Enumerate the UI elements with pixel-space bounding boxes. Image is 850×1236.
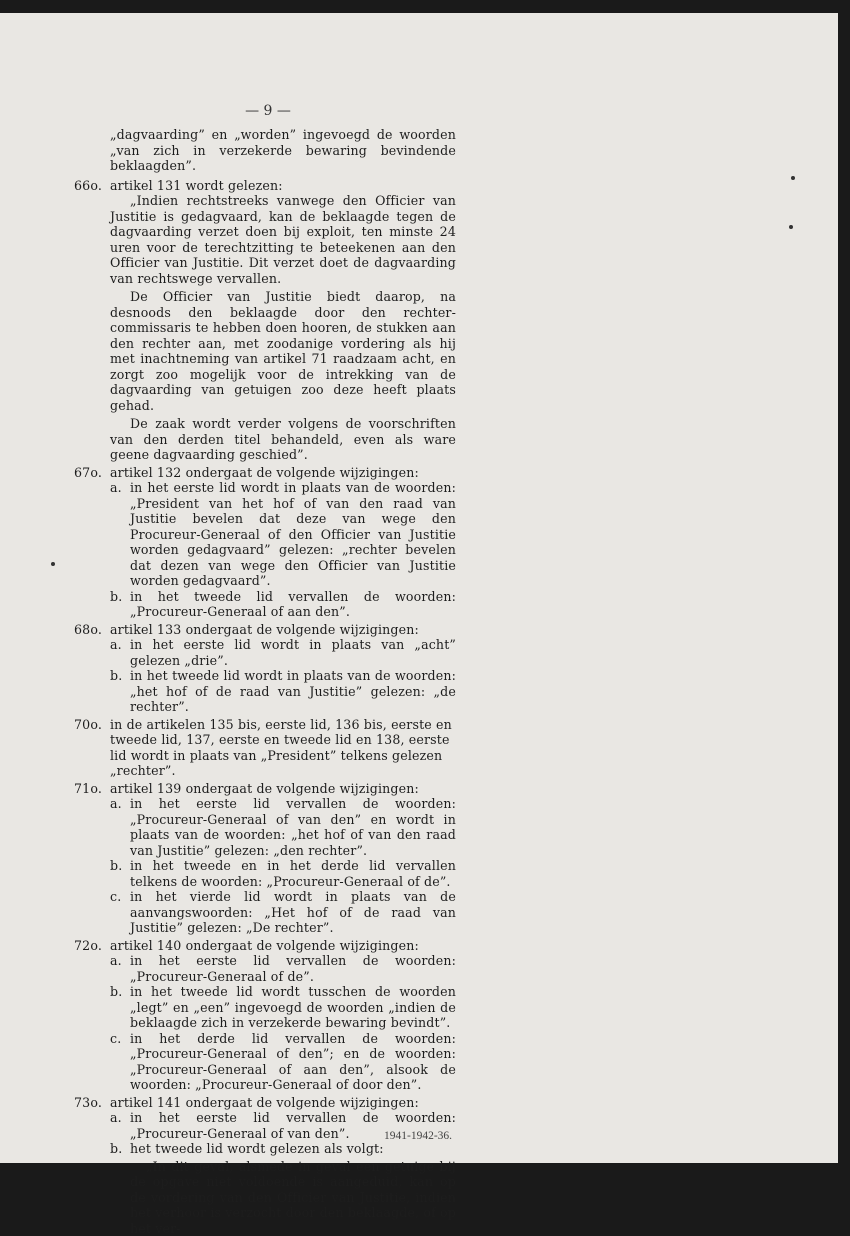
sub-clause-letter: a. <box>110 637 122 653</box>
sub-clause-text: in het tweede lid wordt tusschen de woorden „legt” en „een” ingevoegd de woorden „indien de beklaagde zich in verzekerde bewaring bevindt”. <box>130 984 456 1031</box>
page-number: — 9 — <box>0 103 536 119</box>
sub-clause <box>110 480 456 589</box>
item-lead: in de artikelen 135 bis, eerste lid, 136 bis, eerste en tweede lid, 137, eerste en tweede lid en 138, eerste lid wordt in plaats van „President” telkens gelezen „rechter”. <box>110 717 456 779</box>
amendment-item <box>0 717 838 779</box>
item-number: 70o. <box>74 717 102 733</box>
sub-clause-text: in het eerste lid vervallen de woorden: „Procureur-Generaal of de”. <box>130 953 456 984</box>
sub-clause-text: in het vierde lid wordt in plaats van de aanvangswoorden: „Het hof of de raad van Justitie” gelezen: „De rechter”. <box>130 889 456 936</box>
sub-clause-text: in het tweede lid wordt in plaats van de woorden: „het hof of de raad van Justitie” gelezen: „de rechter”. <box>130 668 456 715</box>
sub-clause <box>110 796 456 858</box>
amendment-item <box>0 465 838 620</box>
item-number: 67o. <box>74 465 102 481</box>
sub-clause-letter: b. <box>110 1141 122 1157</box>
amendment-list <box>0 178 838 1157</box>
sub-clause-text: in het eerste lid vervallen de woorden: „Procureur-Generaal of van den”. <box>130 1110 456 1141</box>
sub-clause-text: in het tweede en in het derde lid vervallen telkens de woorden: „Procureur-Generaal of de”. <box>130 858 456 889</box>
sub-clause-letter: b. <box>110 668 122 684</box>
amendment-item <box>0 178 838 463</box>
speck-mark <box>789 225 793 229</box>
item-number: 68o. <box>74 622 102 638</box>
quoted-paragraph: De zaak wordt verder volgens de voorschriften van den derden titel behandeld, even als ware geene dagvaarding geschied”. <box>110 416 456 463</box>
sub-clause <box>110 637 456 668</box>
sub-clause-text: in het tweede lid vervallen de woorden: „Procureur-Generaal of aan den”. <box>130 589 456 620</box>
sub-clause <box>110 858 456 889</box>
item-number: 66o. <box>74 178 102 194</box>
item-lead: artikel 131 wordt gelezen: <box>110 178 456 194</box>
final-quote: „In dit geval, alsmede in geval een getuige bij de opgave niet voldoende is aangeduid, kan op de vordering van den Officier van Justitie, indien het verhoor is verzocht door den beklaagde, of op het ver- <box>130 1159 456 1236</box>
sub-clause <box>110 1031 456 1093</box>
sub-clause-letter: a. <box>110 480 122 496</box>
item-number: 72o. <box>74 938 102 954</box>
speck-mark <box>51 562 55 566</box>
sub-clause-letter: a. <box>110 953 122 969</box>
item-lead: artikel 132 ondergaat de volgende wijzigingen: <box>110 465 456 481</box>
amendment-item <box>0 1095 838 1157</box>
sub-clause-text: in het eerste lid vervallen de woorden: „Procureur-Generaal of van den” en wordt in plaats van de woorden: „het hof of van den raad van Justitie” gelezen: „den rechter”. <box>130 796 456 858</box>
sub-clause <box>110 589 456 620</box>
sub-clause <box>110 953 456 984</box>
sub-clause-text: in het derde lid vervallen de woorden: „Procureur-Generaal of den”; en de woorden: „Procureur-Generaal of aan den”, alsook de woorden: „Procureur-Generaal of door den”. <box>130 1031 456 1093</box>
amendment-item <box>0 781 838 936</box>
sub-clause-letter: b. <box>110 589 122 605</box>
amendment-item <box>0 938 838 1093</box>
sub-clause-letter: b. <box>110 858 122 874</box>
sub-clause-letter: a. <box>110 1110 122 1126</box>
sub-clause-letter: c. <box>110 1031 121 1047</box>
sub-clause-text: in het eerste lid wordt in plaats van de woorden: „President van het hof of van den raad van Justitie bevelen dat deze van wege den Procureur-Generaal of den Officier van Justitie worden gedagvaard” gelezen: „rechter bevelen dat dezen van wege den Officier van Justitie worden gedagvaard”. <box>130 480 456 589</box>
sub-clause-letter: b. <box>110 984 122 1000</box>
sub-clause-letter: a. <box>110 796 122 812</box>
document-footer: 1941-1942-36. <box>384 1130 452 1142</box>
speck-mark <box>791 176 795 180</box>
item-lead: artikel 133 ondergaat de volgende wijzigingen: <box>110 622 456 638</box>
quoted-paragraph: De Officier van Justitie biedt daarop, na desnoods den beklaagde door den rechter-commissaris te hebben doen hooren, de stukken aan den rechter aan, met zoodanige vordering als hij met inachtneming van artikel 71 raadzaam acht, en zorgt zoo mogelijk voor de intrekking van de dagvaarding van getuigen zoo deze heeft plaats gehad. <box>110 289 456 413</box>
sub-clause <box>110 1141 456 1157</box>
document-page <box>0 13 838 1163</box>
sub-clause <box>110 889 456 936</box>
sub-clause-text: het tweede lid wordt gelezen als volgt: <box>130 1141 456 1157</box>
document-body <box>0 127 838 1236</box>
quoted-paragraph: „Indien rechtstreeks vanwege den Officier van Justitie is gedagvaard, kan de beklaagde tegen de dagvaarding verzet doen bij exploit, ten minste 24 uren voor de terechtzitting te beteekenen aan den Officier van Justitie. Dit verzet doet de dagvaarding van rechtswege vervallen. <box>110 193 456 286</box>
item-lead: artikel 141 ondergaat de volgende wijzigingen: <box>110 1095 456 1111</box>
sub-clause-letter: c. <box>110 889 121 905</box>
item-number: 71o. <box>74 781 102 797</box>
item-lead: artikel 140 ondergaat de volgende wijzigingen: <box>110 938 456 954</box>
amendment-item <box>0 622 838 715</box>
sub-clause-text: in het eerste lid wordt in plaats van „acht” gelezen „drie”. <box>130 637 456 668</box>
intro-paragraph: „dagvaarding” en „worden” ingevoegd de woorden „van zich in verzekerde bewaring bevindende beklaagden”. <box>110 127 456 174</box>
sub-clause <box>110 984 456 1031</box>
item-number: 73o. <box>74 1095 102 1111</box>
item-lead: artikel 139 ondergaat de volgende wijzigingen: <box>110 781 456 797</box>
sub-clause <box>110 668 456 715</box>
